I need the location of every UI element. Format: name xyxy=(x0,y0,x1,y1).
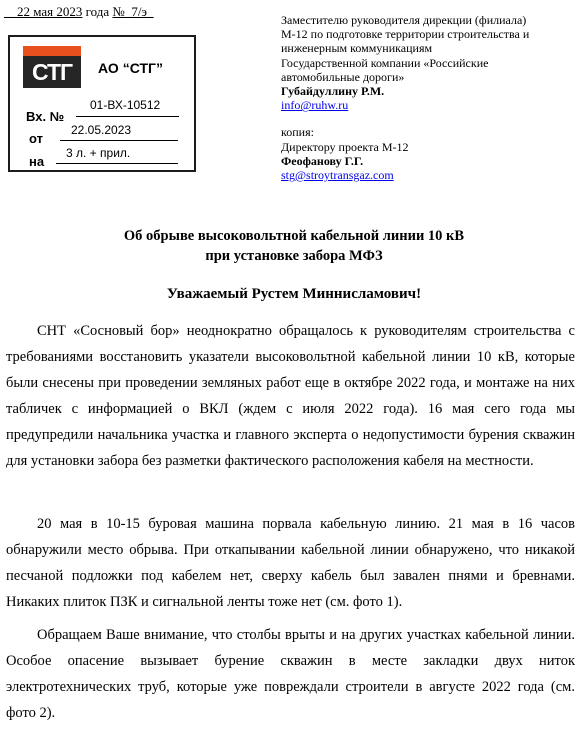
letter-title xyxy=(0,226,588,266)
from-label: от xyxy=(29,131,43,146)
body-paragraph-1: СНТ «Сосновый бор» неоднократно обращалось к руководителям строительства с требованиями восстановить указатели высоковольтной кабельной линии 10 кВ, которые были снесены при проведении земляных работ еще в октябре 2022 года, и монтаже на них табличек с информацией о ВКЛ (ждем с июля 2022 года). 16 мая сего года мы предупредили начальника участка и главного эксперта о недопустимости бурения скважин для установки забора без разметки фактического расположения кабеля на местности. xyxy=(6,323,575,470)
stg-logo xyxy=(23,46,81,88)
outgoing-number: №_7/э_ xyxy=(112,4,154,19)
greeting: Уважаемый Рустем Миннисламович! xyxy=(166,286,422,302)
copy-email-link[interactable]: stg@stroytransgaz.com xyxy=(281,168,394,183)
on-label: на xyxy=(29,154,45,169)
stamp-pages: 3 л. + прил. xyxy=(66,146,131,160)
date-prefix: __ xyxy=(4,4,17,19)
addressee-block xyxy=(281,13,581,182)
title-line-1: Об обрыве высоковольтной кабельной линии 10 кВ xyxy=(123,228,465,244)
logo-stripe xyxy=(23,46,81,56)
outgoing-date: 22 мая 2023 xyxy=(17,4,83,19)
copy-label: копия: xyxy=(281,125,314,140)
logo-text: СТГ xyxy=(31,59,73,85)
incoming-label: Вх. № xyxy=(26,109,65,124)
stamp-pages-underline xyxy=(56,163,178,164)
outgoing-date-number xyxy=(4,4,154,20)
body-paragraph-2: 20 мая в 10-15 буровая машина порвала кабельную линию. 21 мая в 16 часов обнаружили место обрыва. При откапывании кабельной линии обнаружено, что никакой песчаной подложки под кабелем нет, сверху кабель был завален пнями и бревнами. Никаких плиток ПЗК и сигнальной ленты тоже нет (см. фото 1). xyxy=(6,516,575,611)
addressee-line: инженерным коммуникациям xyxy=(281,41,433,56)
stamp-company: АО “СТГ” xyxy=(98,60,163,76)
addressee-line: Государственной компании «Российские xyxy=(281,55,489,70)
year-word: года xyxy=(82,4,113,19)
addressee-line: М-12 по подготовке территории строительства и xyxy=(281,27,530,42)
stamp-date-underline xyxy=(60,140,178,141)
copy-position: Директору проекта М-12 xyxy=(281,139,409,154)
body-paragraph-3: Обращаем Ваше внимание, что столбы врыты и на других участках кабельной линии. Особое опасение вызывает бурение скважин в месте закладки двух ниток электротехнических труб, которые уже повреждали строители в августе 2022 года (см. фото 2). xyxy=(6,627,575,722)
addressee-email-link[interactable]: info@ruhw.ru xyxy=(281,98,349,113)
stamp-date: 22.05.2023 xyxy=(71,123,132,137)
incoming-number-underline xyxy=(76,116,179,117)
incoming-number: 01-ВХ-10512 xyxy=(90,98,161,112)
copy-name: Феофанову Г.Г. xyxy=(281,153,364,168)
addressee-name: Губайдуллину Р.М. xyxy=(281,84,385,99)
addressee-line: Заместителю руководителя дирекции (филиала) xyxy=(281,13,527,27)
title-line-2: при установке забора МФЗ xyxy=(205,248,383,264)
addressee-line: автомобильные дороги» xyxy=(281,69,405,84)
registration-stamp xyxy=(8,35,196,172)
